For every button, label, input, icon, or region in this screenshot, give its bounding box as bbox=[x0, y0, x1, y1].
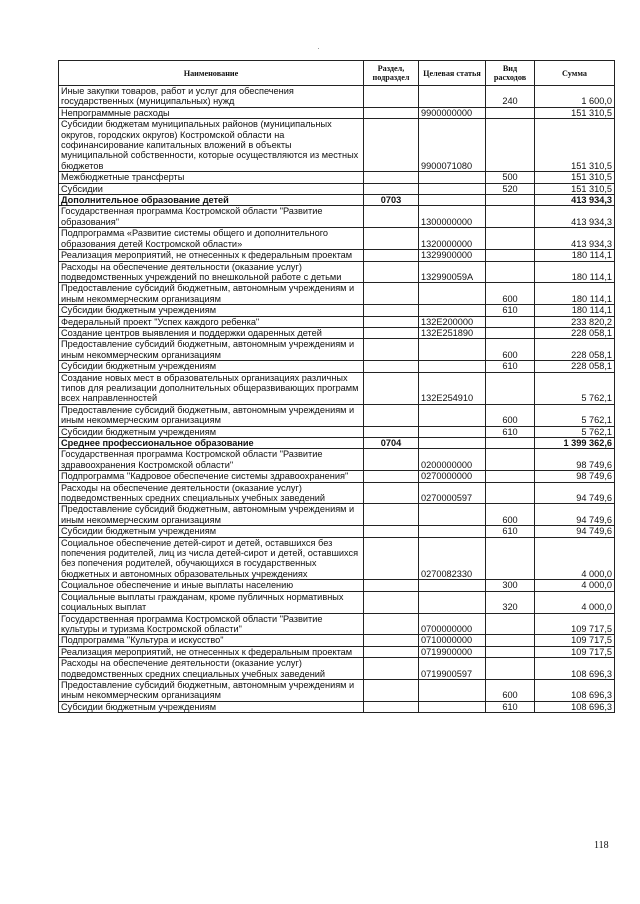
cell-target: 0270000000 bbox=[419, 471, 486, 482]
cell-section bbox=[364, 580, 419, 591]
cell-vid: 240 bbox=[486, 86, 535, 108]
cell-sum: 4 000,0 bbox=[535, 537, 615, 580]
table-row bbox=[59, 327, 615, 338]
cell-vid: 600 bbox=[486, 679, 535, 701]
cell-target bbox=[419, 361, 486, 372]
cell-sum: 180 114,1 bbox=[535, 283, 615, 305]
cell-name: Дополнительное образование детей bbox=[59, 195, 364, 206]
cell-sum: 98 749,6 bbox=[535, 471, 615, 482]
table-row bbox=[59, 361, 615, 372]
cell-vid bbox=[486, 195, 535, 206]
cell-section bbox=[364, 426, 419, 437]
cell-section bbox=[364, 119, 419, 172]
cell-target: 1300000000 bbox=[419, 206, 486, 228]
cell-section bbox=[364, 305, 419, 316]
cell-target: 9900000000 bbox=[419, 107, 486, 118]
cell-section bbox=[364, 471, 419, 482]
cell-section bbox=[364, 261, 419, 283]
table-row bbox=[59, 658, 615, 680]
cell-vid: 610 bbox=[486, 305, 535, 316]
table-row bbox=[59, 635, 615, 646]
cell-name: Расходы на обеспечение деятельности (оказание услуг) подведомственных средних специальных учебных заведений bbox=[59, 658, 364, 680]
cell-sum: 180 114,1 bbox=[535, 305, 615, 316]
header-row bbox=[59, 61, 615, 86]
cell-sum: 109 717,5 bbox=[535, 646, 615, 657]
cell-name: Межбюджетные трансферты bbox=[59, 172, 364, 183]
cell-vid bbox=[486, 646, 535, 657]
cell-target: 132E254910 bbox=[419, 372, 486, 404]
cell-target bbox=[419, 195, 486, 206]
cell-vid: 300 bbox=[486, 580, 535, 591]
cell-sum: 1 399 362,6 bbox=[535, 438, 615, 449]
cell-sum: 151 310,5 bbox=[535, 107, 615, 118]
header-sum: Сумма bbox=[535, 61, 615, 86]
cell-name: Предоставление субсидий бюджетным, автономным учреждениям и иным некоммерческим организациям bbox=[59, 679, 364, 701]
cell-vid bbox=[486, 206, 535, 228]
cell-section bbox=[364, 316, 419, 327]
cell-vid bbox=[486, 537, 535, 580]
cell-name: Предоставление субсидий бюджетным, автономным учреждениям и иным некоммерческим организациям bbox=[59, 404, 364, 426]
cell-sum: 94 749,6 bbox=[535, 526, 615, 537]
cell-name: Реализация мероприятий, не отнесенных к федеральным проектам bbox=[59, 250, 364, 261]
cell-name: Создание центров выявления и поддержки одаренных детей bbox=[59, 327, 364, 338]
cell-vid bbox=[486, 482, 535, 504]
cell-target bbox=[419, 305, 486, 316]
cell-name: Субсидии бюджетным учреждениям bbox=[59, 305, 364, 316]
cell-name: Субсидии бюджетам муниципальных районов (муниципальных округов, городских округов) Костромской области на софинансирование капитальных вложений в объекты муниципальной собственности, которые осуществляются из местных бюджетов bbox=[59, 119, 364, 172]
cell-section bbox=[364, 228, 419, 250]
table-row bbox=[59, 504, 615, 526]
table-row bbox=[59, 580, 615, 591]
header-target: Целевая статья bbox=[419, 61, 486, 86]
cell-vid bbox=[486, 107, 535, 118]
cell-name: Предоставление субсидий бюджетным, автономным учреждениям и иным некоммерческим организациям bbox=[59, 339, 364, 361]
cell-target: 0270082330 bbox=[419, 537, 486, 580]
cell-name: Государственная программа Костромской области "Развитие культуры и туризма Костромской области" bbox=[59, 613, 364, 635]
cell-vid bbox=[486, 372, 535, 404]
cell-name: Подпрограмма «Развитие системы общего и дополнительного образования детей Костромской области» bbox=[59, 228, 364, 250]
cell-section: 0704 bbox=[364, 438, 419, 449]
cell-target bbox=[419, 438, 486, 449]
cell-section bbox=[364, 482, 419, 504]
cell-section bbox=[364, 107, 419, 118]
cell-vid bbox=[486, 635, 535, 646]
table-row bbox=[59, 701, 615, 712]
cell-section bbox=[364, 658, 419, 680]
cell-target: 0700000000 bbox=[419, 613, 486, 635]
cell-target bbox=[419, 679, 486, 701]
cell-target: 0719900000 bbox=[419, 646, 486, 657]
table-row bbox=[59, 482, 615, 504]
cell-sum: 4 000,0 bbox=[535, 591, 615, 613]
table-row bbox=[59, 183, 615, 194]
cell-sum: 228 058,1 bbox=[535, 339, 615, 361]
cell-sum: 180 114,1 bbox=[535, 261, 615, 283]
table-row bbox=[59, 526, 615, 537]
cell-vid bbox=[486, 613, 535, 635]
cell-section bbox=[364, 183, 419, 194]
cell-section bbox=[364, 372, 419, 404]
cell-vid bbox=[486, 261, 535, 283]
cell-sum: 413 934,3 bbox=[535, 228, 615, 250]
cell-section bbox=[364, 635, 419, 646]
cell-target: 0719900597 bbox=[419, 658, 486, 680]
cell-vid bbox=[486, 316, 535, 327]
page-number: 118 bbox=[594, 840, 609, 851]
cell-sum: 1 600,0 bbox=[535, 86, 615, 108]
cell-vid bbox=[486, 449, 535, 471]
cell-sum: 233 820,2 bbox=[535, 316, 615, 327]
cell-name: Социальное обеспечение детей-сирот и детей, оставшихся без попечения родителей, лиц из числа детей-сирот и детей, оставшихся без попечения родителей, обучающихся в государственных бюджетных и автономных образовательных учреждениях bbox=[59, 537, 364, 580]
cell-section bbox=[364, 679, 419, 701]
cell-target: 0710000000 bbox=[419, 635, 486, 646]
cell-vid: 610 bbox=[486, 361, 535, 372]
budget-table bbox=[58, 60, 615, 713]
cell-sum: 151 310,5 bbox=[535, 172, 615, 183]
cell-vid: 610 bbox=[486, 701, 535, 712]
cell-name: Государственная программа Костромской области "Развитие здравоохранения Костромской области" bbox=[59, 449, 364, 471]
cell-vid: 600 bbox=[486, 339, 535, 361]
cell-target bbox=[419, 183, 486, 194]
cell-section: 0703 bbox=[364, 195, 419, 206]
cell-vid: 520 bbox=[486, 183, 535, 194]
cell-vid: 610 bbox=[486, 526, 535, 537]
cell-target bbox=[419, 526, 486, 537]
table-row bbox=[59, 679, 615, 701]
table-row bbox=[59, 283, 615, 305]
cell-target: 9900071080 bbox=[419, 119, 486, 172]
cell-sum: 4 000,0 bbox=[535, 580, 615, 591]
cell-name: Расходы на обеспечение деятельности (оказание услуг) подведомственных средних специальных учебных заведений bbox=[59, 482, 364, 504]
cell-name: Подпрограмма "Кадровое обеспечение системы здравоохранения" bbox=[59, 471, 364, 482]
cell-section bbox=[364, 206, 419, 228]
cell-sum: 151 310,5 bbox=[535, 183, 615, 194]
cell-name: Среднее профессиональное образование bbox=[59, 438, 364, 449]
cell-target bbox=[419, 426, 486, 437]
table-row bbox=[59, 107, 615, 118]
cell-name: Иные закупки товаров, работ и услуг для обеспечения государственных (муниципальных) нужд bbox=[59, 86, 364, 108]
cell-section bbox=[364, 339, 419, 361]
table-row bbox=[59, 86, 615, 108]
cell-target bbox=[419, 86, 486, 108]
cell-sum: 98 749,6 bbox=[535, 449, 615, 471]
cell-name: Субсидии бюджетным учреждениям bbox=[59, 526, 364, 537]
table-row bbox=[59, 316, 615, 327]
cell-vid: 500 bbox=[486, 172, 535, 183]
cell-sum: 109 717,5 bbox=[535, 613, 615, 635]
cell-name: Социальное обеспечение и иные выплаты населению bbox=[59, 580, 364, 591]
cell-section bbox=[364, 86, 419, 108]
table-row bbox=[59, 206, 615, 228]
cell-name: Расходы на обеспечение деятельности (оказание услуг) подведомственных учреждений по внешкольной работе с детьми bbox=[59, 261, 364, 283]
cell-target bbox=[419, 283, 486, 305]
cell-name: Субсидии бюджетным учреждениям bbox=[59, 361, 364, 372]
cell-target bbox=[419, 172, 486, 183]
table-row bbox=[59, 261, 615, 283]
cell-target: 1329900000 bbox=[419, 250, 486, 261]
table-row bbox=[59, 646, 615, 657]
header-vid: Вид расходов bbox=[486, 61, 535, 86]
table-row bbox=[59, 438, 615, 449]
cell-name: Непрограммные расходы bbox=[59, 107, 364, 118]
cell-vid bbox=[486, 471, 535, 482]
header-name: Наименование bbox=[59, 61, 364, 86]
cell-vid bbox=[486, 438, 535, 449]
cell-name: Создание новых мест в образовательных организациях различных типов для реализации дополнительных общеразвивающих программ всех направленностей bbox=[59, 372, 364, 404]
cell-section bbox=[364, 404, 419, 426]
cell-section bbox=[364, 449, 419, 471]
table-row bbox=[59, 404, 615, 426]
cell-vid: 320 bbox=[486, 591, 535, 613]
table-row bbox=[59, 449, 615, 471]
cell-vid bbox=[486, 658, 535, 680]
cell-section bbox=[364, 283, 419, 305]
cell-sum: 151 310,5 bbox=[535, 119, 615, 172]
table-row bbox=[59, 305, 615, 316]
cell-vid bbox=[486, 250, 535, 261]
cell-target: 1320000000 bbox=[419, 228, 486, 250]
cell-section bbox=[364, 537, 419, 580]
cell-vid bbox=[486, 327, 535, 338]
cell-sum: 94 749,6 bbox=[535, 482, 615, 504]
cell-section bbox=[364, 172, 419, 183]
table-row bbox=[59, 172, 615, 183]
cell-target bbox=[419, 701, 486, 712]
table-row bbox=[59, 537, 615, 580]
cell-section bbox=[364, 327, 419, 338]
cell-sum: 413 934,3 bbox=[535, 195, 615, 206]
cell-vid: 600 bbox=[486, 283, 535, 305]
cell-name: Государственная программа Костромской области "Развитие образования" bbox=[59, 206, 364, 228]
cell-target: 132990059А bbox=[419, 261, 486, 283]
cell-sum: 108 696,3 bbox=[535, 701, 615, 712]
cell-sum: 413 934,3 bbox=[535, 206, 615, 228]
cell-sum: 109 717,5 bbox=[535, 635, 615, 646]
cell-target: 132E200000 bbox=[419, 316, 486, 327]
cell-sum: 5 762,1 bbox=[535, 404, 615, 426]
table-row bbox=[59, 471, 615, 482]
cell-vid bbox=[486, 228, 535, 250]
cell-target bbox=[419, 591, 486, 613]
table-row bbox=[59, 119, 615, 172]
table-row bbox=[59, 591, 615, 613]
cell-name: Социальные выплаты гражданам, кроме публичных нормативных социальных выплат bbox=[59, 591, 364, 613]
table-row bbox=[59, 228, 615, 250]
table-body bbox=[59, 86, 615, 713]
cell-vid: 610 bbox=[486, 426, 535, 437]
cell-vid: 600 bbox=[486, 404, 535, 426]
cell-target bbox=[419, 504, 486, 526]
cell-section bbox=[364, 646, 419, 657]
cell-sum: 5 762,1 bbox=[535, 372, 615, 404]
header-section: Раздел, подраздел bbox=[364, 61, 419, 86]
table-row bbox=[59, 426, 615, 437]
cell-sum: 94 749,6 bbox=[535, 504, 615, 526]
cell-section bbox=[364, 250, 419, 261]
cell-vid bbox=[486, 119, 535, 172]
table-row bbox=[59, 613, 615, 635]
cell-sum: 228 058,1 bbox=[535, 327, 615, 338]
cell-section bbox=[364, 526, 419, 537]
cell-target: 132E251890 bbox=[419, 327, 486, 338]
table-row bbox=[59, 372, 615, 404]
cell-name: Реализация мероприятий, не отнесенных к федеральным проектам bbox=[59, 646, 364, 657]
cell-name: Субсидии бюджетным учреждениям bbox=[59, 701, 364, 712]
cell-target bbox=[419, 580, 486, 591]
cell-section bbox=[364, 613, 419, 635]
scan-speck bbox=[318, 48, 319, 49]
table-row bbox=[59, 339, 615, 361]
table-row bbox=[59, 195, 615, 206]
table-row bbox=[59, 250, 615, 261]
cell-target: 0200000000 bbox=[419, 449, 486, 471]
cell-target bbox=[419, 404, 486, 426]
cell-vid: 600 bbox=[486, 504, 535, 526]
cell-name: Федеральный проект "Успех каждого ребенка" bbox=[59, 316, 364, 327]
cell-name: Предоставление субсидий бюджетным, автономным учреждениям и иным некоммерческим организациям bbox=[59, 283, 364, 305]
cell-section bbox=[364, 504, 419, 526]
cell-sum: 180 114,1 bbox=[535, 250, 615, 261]
cell-name: Субсидии бюджетным учреждениям bbox=[59, 426, 364, 437]
cell-name: Предоставление субсидий бюджетным, автономным учреждениям и иным некоммерческим организациям bbox=[59, 504, 364, 526]
cell-sum: 5 762,1 bbox=[535, 426, 615, 437]
cell-section bbox=[364, 701, 419, 712]
cell-section bbox=[364, 361, 419, 372]
cell-sum: 108 696,3 bbox=[535, 679, 615, 701]
cell-sum: 108 696,3 bbox=[535, 658, 615, 680]
cell-name: Подпрограмма "Культура и искусство" bbox=[59, 635, 364, 646]
table-header bbox=[59, 61, 615, 86]
cell-target: 0270000597 bbox=[419, 482, 486, 504]
cell-target bbox=[419, 339, 486, 361]
cell-section bbox=[364, 591, 419, 613]
cell-sum: 228 058,1 bbox=[535, 361, 615, 372]
cell-name: Субсидии bbox=[59, 183, 364, 194]
